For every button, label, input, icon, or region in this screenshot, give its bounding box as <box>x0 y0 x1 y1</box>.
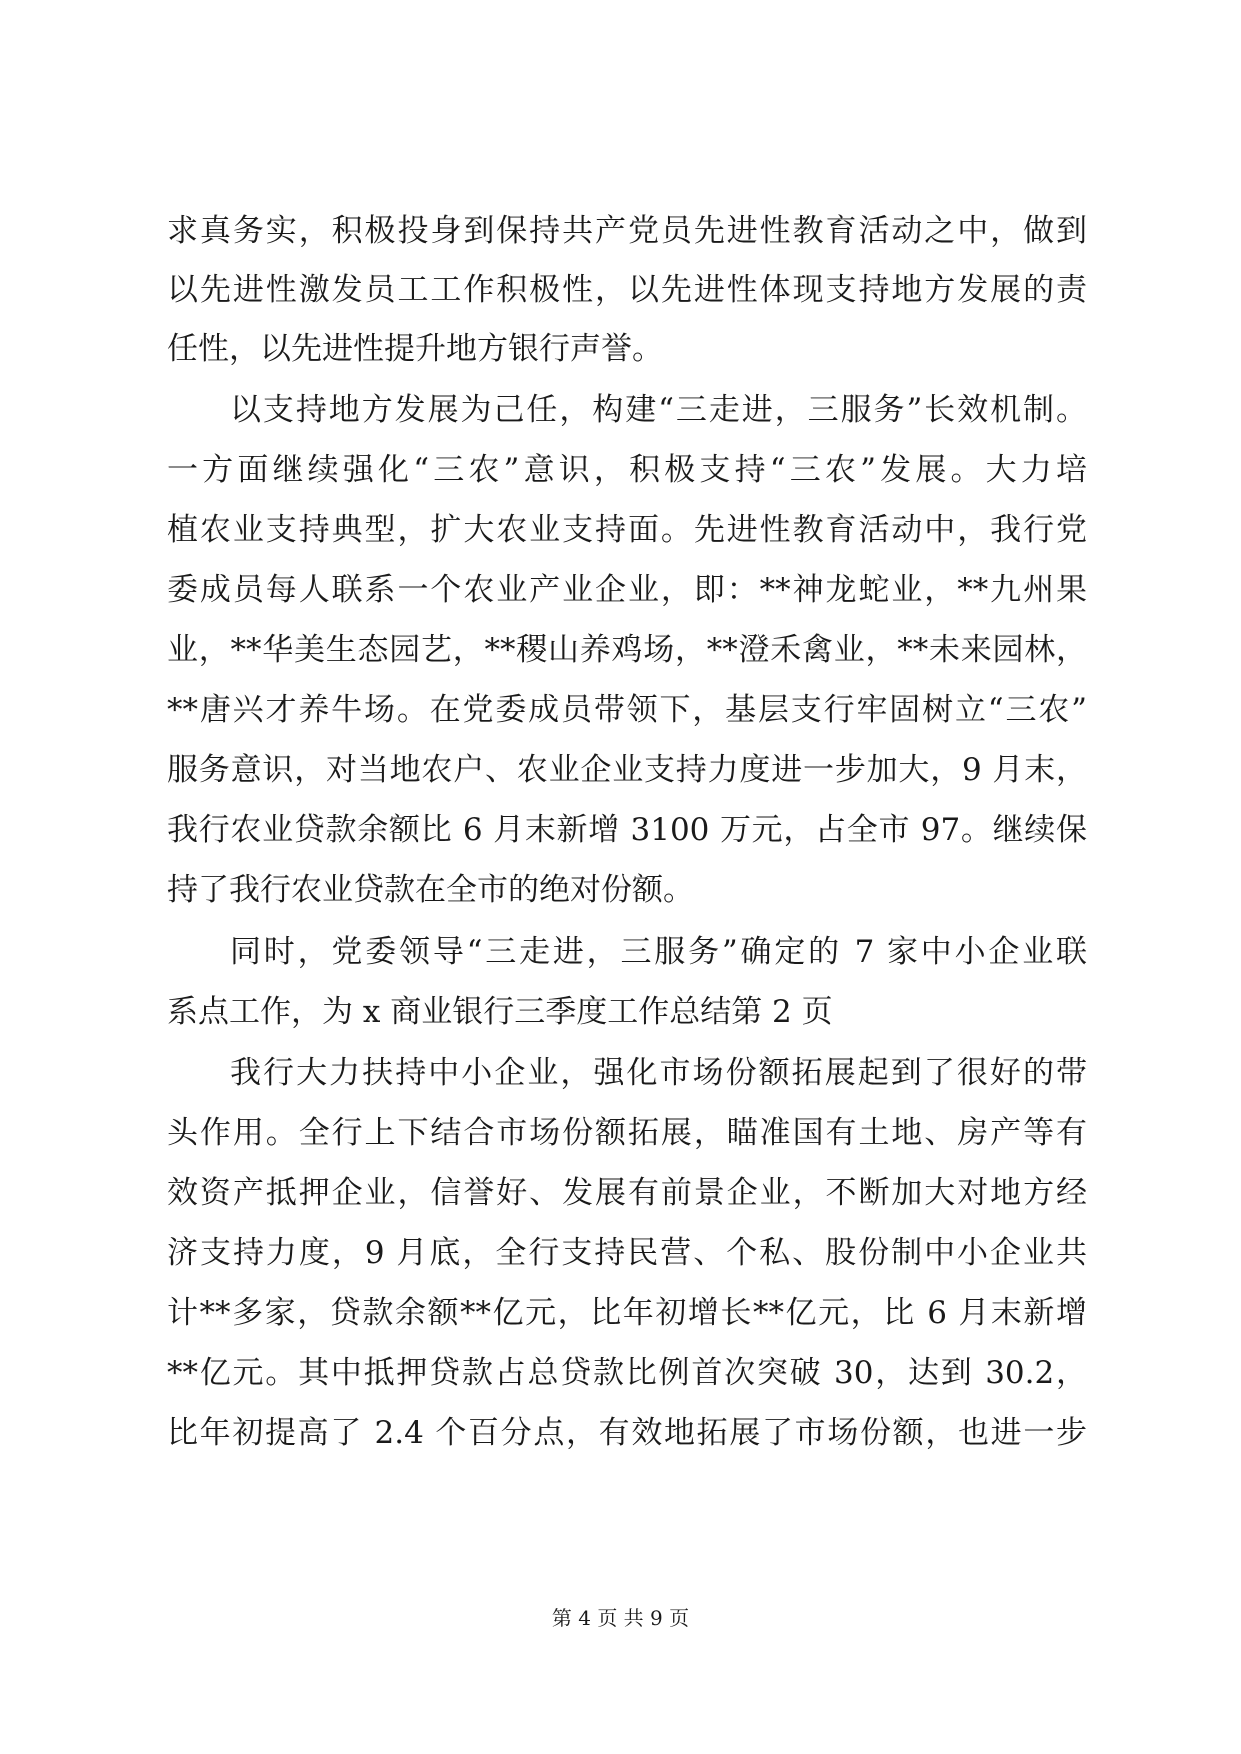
body-text-line: 委成员每人联系一个农业产业企业，即：**神龙蛇业，**九州果 <box>167 572 1087 608</box>
body-text-line: 济支持力度，9 月底，全行支持民营、个私、股份制中小企业共 <box>167 1235 1087 1271</box>
body-text-line: 持了我行农业贷款在全市的绝对份额。 <box>167 872 694 908</box>
page-number-footer: 第 4 页 共 9 页 <box>551 1606 690 1630</box>
body-text-line: 植农业支持典型，扩大农业支持面。先进性教育活动中，我行党 <box>167 512 1087 548</box>
body-text-line: 系点工作，为 x 商业银行三季度工作总结第 2 页 <box>167 994 833 1030</box>
paragraph-first-line: 我行大力扶持中小企业，强化市场份额拓展起到了很好的带 <box>230 1055 1087 1091</box>
body-text-line: 计**多家，贷款余额**亿元，比年初增长**亿元，比 6 月末新增 <box>167 1295 1087 1331</box>
body-text-line: 效资产抵押企业，信誉好、发展有前景企业，不断加大对地方经 <box>167 1175 1087 1211</box>
paragraph-first-line: 同时，党委领导“三走进，三服务”确定的 7 家中小企业联 <box>230 934 1087 970</box>
body-text-line: 求真务实，积极投身到保持共产党员先进性教育活动之中，做到 <box>167 213 1087 249</box>
body-text-line: 服务意识，对当地农户、农业企业支持力度进一步加大，9 月末， <box>167 752 1087 788</box>
body-text-line: 任性，以先进性提升地方银行声誉。 <box>167 331 663 367</box>
body-text-line: 业，**华美生态园艺，**稷山养鸡场，**澄禾禽业，**未来园林， <box>167 632 1087 668</box>
body-text-line: 比年初提高了 2.4 个百分点，有效地拓展了市场份额，也进一步 <box>167 1415 1087 1451</box>
body-text-line: **唐兴才养牛场。在党委成员带领下，基层支行牢固树立“三农” <box>167 692 1087 728</box>
body-text-line: 以先进性激发员工工作积极性，以先进性体现支持地方发展的责 <box>167 272 1087 308</box>
body-text-line: 我行农业贷款余额比 6 月末新增 3100 万元，占全市 97。继续保 <box>167 812 1087 848</box>
paragraph-first-line: 以支持地方发展为己任，构建“三走进，三服务”长效机制。 <box>230 392 1087 428</box>
body-text-line: 一方面继续强化“三农”意识，积极支持“三农”发展。大力培 <box>167 452 1087 488</box>
body-text-line: **亿元。其中抵押贷款占总贷款比例首次突破 30，达到 30.2， <box>167 1355 1087 1391</box>
body-text-line: 头作用。全行上下结合市场份额拓展，瞄准国有土地、房产等有 <box>167 1115 1087 1151</box>
